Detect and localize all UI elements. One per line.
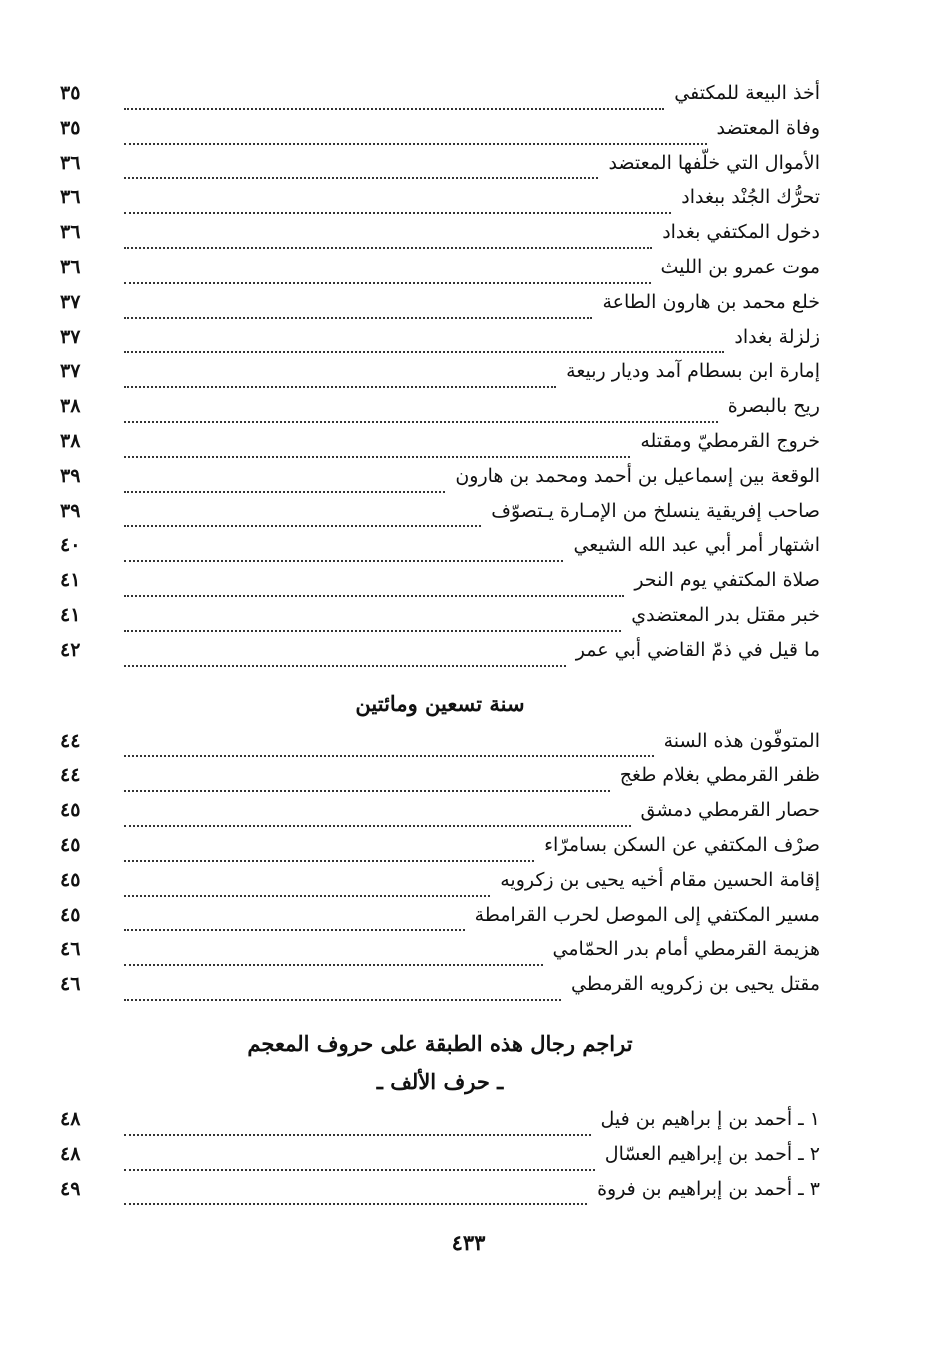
dot-leader <box>124 247 652 249</box>
toc-entry-page: ٤٩ <box>60 1177 81 1200</box>
toc-entry-page: ٤٨ <box>60 1142 81 1165</box>
toc-entry-title: صلاة المكتفي يوم النحر <box>634 569 820 592</box>
toc-entry <box>60 82 820 117</box>
toc-entry-page: ٤١ <box>60 569 81 592</box>
toc-entry <box>60 360 820 395</box>
toc-entry-title: دخول المكتفي بغداد <box>662 221 820 244</box>
toc-entry-page: ٤٢ <box>60 638 81 661</box>
dot-leader <box>124 860 534 862</box>
toc-entry-title: أخذ البيعة للمكتفي <box>674 82 820 104</box>
toc-entry-page: ٣٩ <box>60 499 81 522</box>
dot-leader <box>124 929 465 931</box>
toc-entry <box>60 1108 820 1143</box>
dot-leader <box>124 456 630 458</box>
dot-leader <box>124 177 598 179</box>
toc-entry-title: ريح بالبصرة <box>727 395 820 418</box>
dot-leader <box>124 790 610 792</box>
toc-entry-title: ٣ ـ أحمد بن إبراهيم بن فروة <box>597 1177 820 1200</box>
dot-leader <box>124 825 631 827</box>
toc-entry-title: هزيمة القرمطي أمام بدر الحمّامي <box>552 938 820 961</box>
toc-entry-title: اشتهار أمر أبي عبد الله الشيعي <box>573 534 820 557</box>
toc-entry-page: ٤٥ <box>60 833 81 856</box>
dot-leader <box>124 386 556 388</box>
dot-leader <box>124 351 724 353</box>
toc-section-year-290 <box>60 730 820 1008</box>
toc-entry <box>60 430 820 465</box>
dot-leader <box>124 421 718 423</box>
toc-entry <box>60 221 820 256</box>
toc-entry <box>60 1143 820 1178</box>
toc-entry-title: الأموال التي خلّفها المعتضد <box>608 151 820 174</box>
dot-leader <box>124 525 481 527</box>
toc-entry-title: وفاة المعتضد <box>716 116 820 139</box>
dot-leader <box>124 1203 587 1205</box>
toc-entry-page: ٣٧ <box>60 290 81 313</box>
toc-entry <box>60 904 820 939</box>
toc-entry-title: إمارة ابن بسطام آمد وديار ربيعة <box>566 360 820 383</box>
toc-entry <box>60 764 820 799</box>
toc-entry-title: المتوفّون هذه السنة <box>663 729 820 752</box>
toc-entry-title: خلع محمد بن هارون الطاعة <box>602 290 820 313</box>
dot-leader <box>124 895 490 897</box>
toc-entry-title: زلزلة بغداد <box>734 325 820 348</box>
dot-leader <box>124 665 566 667</box>
toc-entry <box>60 869 820 904</box>
toc-entry-page: ٤٥ <box>60 799 81 822</box>
toc-entry <box>60 152 820 187</box>
toc-entry <box>60 395 820 430</box>
dot-leader <box>124 491 445 493</box>
toc-page <box>60 82 820 1212</box>
toc-entry <box>60 500 820 535</box>
toc-entry-title: إقامة الحسين مقام أخيه يحيى بن زكرويه <box>500 868 820 891</box>
toc-entry-page: ٣٦ <box>60 255 81 278</box>
dot-leader <box>124 630 621 632</box>
dot-leader <box>124 282 651 284</box>
section-heading-biographies: تراجم رجال هذه الطبقة على حروف المعجم <box>247 1030 633 1056</box>
toc-entry-title: تحرُّك الجُنْد ببغداد <box>681 186 820 209</box>
toc-entry-page: ٣٥ <box>60 82 81 104</box>
section-heading-year-290: سنة تسعين ومائتين <box>355 690 525 716</box>
toc-entry-page: ٣٥ <box>60 116 81 139</box>
toc-entry <box>60 117 820 152</box>
toc-entry-page: ٤٥ <box>60 903 81 926</box>
toc-entry-page: ٣٧ <box>60 360 81 383</box>
toc-entry-page: ٣٨ <box>60 395 81 418</box>
toc-entry <box>60 938 820 973</box>
toc-entry-title: مقتل يحيى بن زكرويه القرمطي <box>570 973 820 996</box>
dot-leader <box>124 1169 595 1171</box>
toc-entry-page: ٣٦ <box>60 186 81 209</box>
dot-leader <box>124 755 654 757</box>
toc-entry-page: ٣٦ <box>60 151 81 174</box>
toc-entry <box>60 639 820 674</box>
toc-entry-page: ٤٨ <box>60 1107 81 1130</box>
toc-entry <box>60 1178 820 1213</box>
toc-entry-page: ٣٧ <box>60 325 81 348</box>
toc-entry-page: ٤٤ <box>60 729 81 752</box>
toc-entry-title: خروج القرمطيّ ومقتله <box>640 429 820 452</box>
dot-leader <box>124 999 561 1001</box>
toc-entry-title: ٢ ـ أحمد بن إبراهيم العسّال <box>604 1142 820 1165</box>
toc-entry-title: مسير المكتفي إلى الموصل لحرب القرامطة <box>474 903 820 926</box>
toc-entry-page: ٤٠ <box>60 534 81 557</box>
toc-entry <box>60 834 820 869</box>
toc-entry <box>60 291 820 326</box>
section-subheading-letter-alif: ـ حرف الألف ـ <box>376 1068 504 1094</box>
toc-entry <box>60 326 820 361</box>
toc-entry-page: ٣٩ <box>60 464 81 487</box>
toc-entry-page: ٤٦ <box>60 973 81 996</box>
toc-section-events <box>60 82 820 674</box>
toc-entry-page: ٣٦ <box>60 221 81 244</box>
toc-entry-page: ٣٨ <box>60 429 81 452</box>
toc-entry-title: ١ ـ أحمد بن إ براهيم بن فيل <box>600 1107 820 1130</box>
toc-entry <box>60 534 820 569</box>
toc-entry <box>60 465 820 500</box>
toc-entry <box>60 604 820 639</box>
toc-entry-page: ٤٦ <box>60 938 81 961</box>
dot-leader <box>124 595 624 597</box>
toc-section-biographies <box>60 1108 820 1212</box>
toc-entry <box>60 973 820 1008</box>
toc-entry-page: ٤٥ <box>60 868 81 891</box>
dot-leader <box>124 143 707 145</box>
toc-entry-title: صاحب إفريقية ينسلخ من الإمـارة يـتصوّف <box>491 499 820 522</box>
dot-leader <box>124 108 664 110</box>
dot-leader <box>124 964 543 966</box>
toc-entry <box>60 799 820 834</box>
toc-entry-title: خبر مقتل بدر المعتضدي <box>631 603 820 626</box>
toc-entry-title: صرْف المكتفي عن السكن بسامرّاء <box>544 833 820 856</box>
toc-entry-page: ٤١ <box>60 603 81 626</box>
toc-entry-page: ٤٤ <box>60 764 81 787</box>
toc-entry <box>60 730 820 765</box>
toc-entry-title: ما قيل في ذمّ القاضي أبي عمر <box>575 638 820 661</box>
page-number: ٤٣٣ <box>451 1230 486 1255</box>
toc-entry-title: الوقعة بين إسماعيل بن أحمد ومحمد بن هارون <box>455 464 820 487</box>
dot-leader <box>124 317 592 319</box>
toc-entry <box>60 186 820 221</box>
toc-entry-title: موت عمرو بن الليث <box>660 255 820 278</box>
dot-leader <box>124 1134 591 1136</box>
toc-entry-title: حصار القرمطي دمشق <box>640 799 820 822</box>
toc-entry <box>60 256 820 291</box>
toc-entry-title: ظفر القرمطي بغلام طغج <box>619 764 820 787</box>
dot-leader <box>124 560 563 562</box>
dot-leader <box>124 212 671 214</box>
toc-entry <box>60 569 820 604</box>
